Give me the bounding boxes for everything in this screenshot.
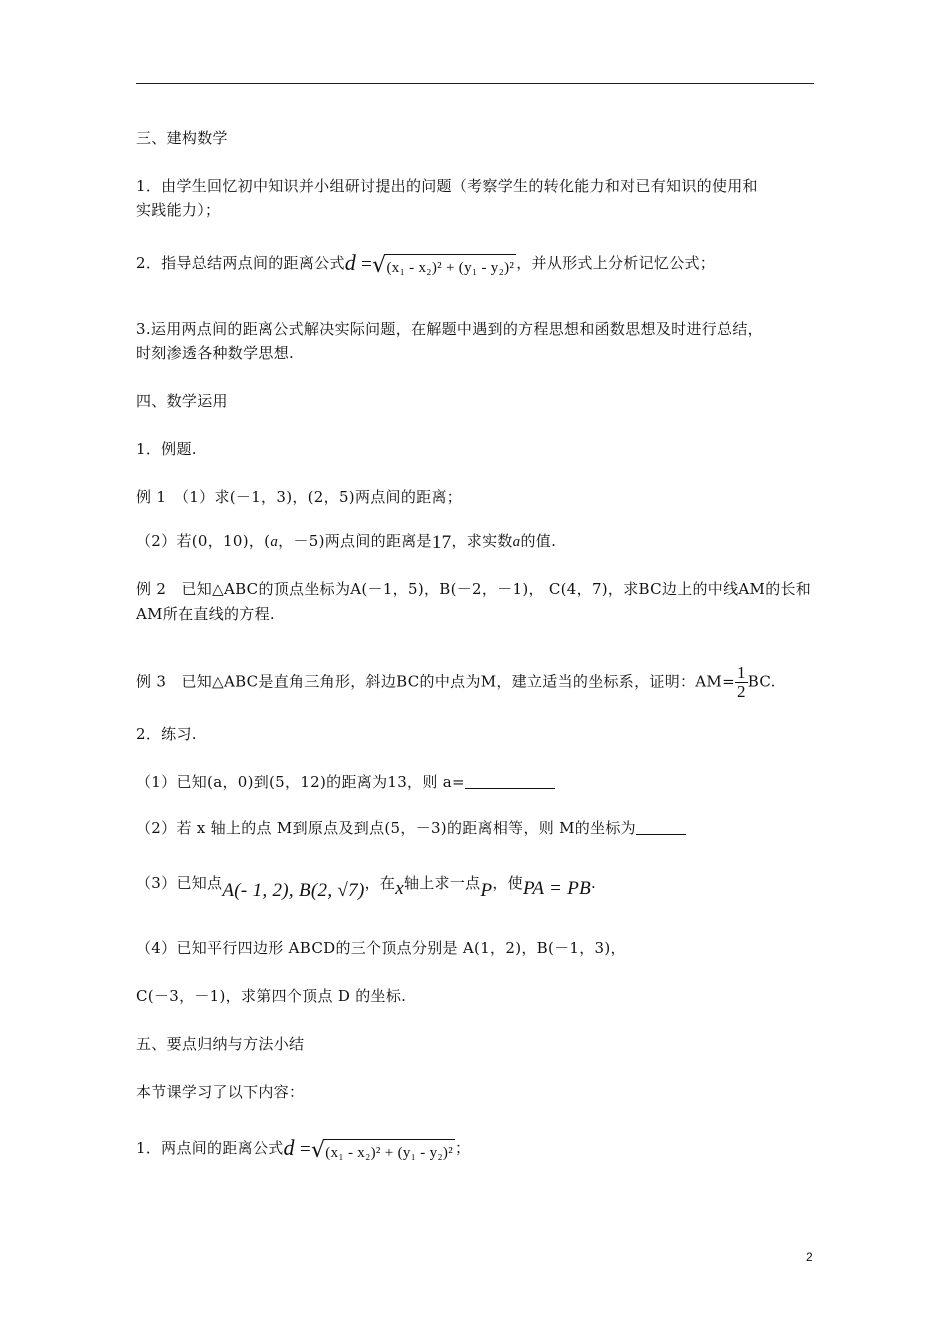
practice-3-eq: PA = PB [522, 878, 592, 899]
summary-item-1-post: ； [455, 1139, 471, 1157]
practice-2 [136, 817, 686, 839]
section-3-item-1-line-1: 1．由学生回忆初中知识并小组研讨提出的问题（考察学生的转化能力和对已有知识的使用和 [136, 177, 758, 195]
ex1-2-a: a [270, 534, 279, 550]
practice-3 [136, 872, 596, 902]
distance-formula-body: (x₁ - x₂)² + (y₁ - y₂)² [384, 254, 516, 279]
ex3-pre: 例 3 已知△ABC是直角三角形，斜边BC的中点为M，建立适当的坐标系，证明：AM= [136, 672, 735, 691]
one-half-fraction [735, 664, 748, 701]
ex3-post: BC. [747, 672, 776, 691]
practice-3-points: A(- 1, 2), B(2, √7) [222, 880, 365, 901]
practice-3-x: x [395, 878, 404, 899]
page-number: 2 [806, 1250, 813, 1264]
practice-3-end: . [591, 874, 597, 892]
fraction-denominator: 2 [736, 682, 746, 701]
summary-distance-formula-body: (x₁ - x₂)² + (y₁ - y₂)² [323, 1139, 455, 1164]
item-2-text: 2．指导总结两点间的距离公式 [136, 254, 345, 272]
ex1-2-pre: （2）若(0，10)，( [136, 532, 271, 550]
section-3-item-3-line-1: 3.运用两点间的距离公式解决实际问题，在解题中遇到的方程思想和函数思想及时进行总结， [136, 320, 763, 338]
formula-d: d [344, 250, 357, 275]
ex1-2-value: 17 [431, 532, 452, 553]
example-2-line-1: 例 2 已知△ABC的顶点坐标为A(－1，5)，B(－2，－1)， C(4，7)，求BC边上的中线AM的长和 [136, 580, 812, 598]
section-4-title: 四、数学运用 [136, 392, 228, 410]
example-3 [136, 664, 776, 701]
practice-4-line-2: C(－3，－1)，求第四个顶点 D 的坐标. [136, 987, 407, 1005]
section-5-item-1 [136, 1137, 470, 1164]
practice-3-mid3: ，使 [492, 874, 523, 892]
ex1-2-end: 的值. [520, 532, 557, 550]
example-1-part-1: 例 1 （1）求(－1，3)，(2，5)两点间的距离； [136, 488, 463, 506]
section-3-item-1-line-2: 实践能力）； [136, 201, 221, 219]
practice-heading: 2．练习. [136, 725, 197, 743]
summary-formula-eq: = [299, 1139, 311, 1160]
section-5-title: 五、要点归纳与方法小结 [136, 1035, 305, 1053]
practice-1 [136, 771, 555, 793]
section-3-title: 三、建构数学 [136, 129, 228, 147]
examples-heading: 1．例题. [136, 440, 197, 458]
practice-3-mid2: 轴上求一点 [403, 874, 481, 892]
summary-formula-d: d [283, 1135, 295, 1160]
formula-eq: = [361, 254, 373, 275]
summary-item-1-text: 1．两点间的距离公式 [136, 1139, 284, 1157]
practice-3-p: P [480, 880, 493, 901]
answer-blank-2 [636, 820, 686, 835]
example-2-line-2: AM所在直线的方程. [136, 605, 275, 623]
header-rule [136, 83, 814, 84]
section-3-item-2 [136, 252, 715, 279]
section-5-intro: 本节课学习了以下内容： [136, 1083, 305, 1101]
ex1-2-a2: a [512, 534, 521, 550]
answer-blank-1 [465, 774, 555, 789]
summary-distance-formula-sqrt: √(x₁ - x₂)² + (y₁ - y₂)² [310, 1138, 454, 1163]
practice-1-text: （1）已知(a，0)到(5，12)的距离为13，则 a= [136, 773, 465, 791]
item-2-post: ，并从形式上分析记忆公式； [516, 254, 716, 272]
fraction-numerator: 1 [736, 663, 746, 682]
practice-2-text: （2）若 x 轴上的点 M到原点及到点(5，－3)的距离相等，则 M的坐标为 [136, 819, 636, 837]
example-1-part-2 [136, 530, 556, 554]
practice-3-pre: （3）已知点 [136, 874, 223, 892]
ex1-2-mid: ，－5)两点间的距离是 [278, 532, 432, 550]
section-3-item-3-line-2: 时刻渗透各种数学思想. [136, 344, 295, 362]
practice-4-line-1: （4）已知平行四边形 ABCD的三个顶点分别是 A(1，2)，B(－1，3)， [136, 939, 626, 957]
ex1-2-post: ，求实数 [451, 532, 513, 550]
practice-3-mid: ，在 [364, 874, 396, 892]
distance-formula-sqrt: √(x₁ - x₂)² + (y₁ - y₂)² [372, 253, 515, 278]
